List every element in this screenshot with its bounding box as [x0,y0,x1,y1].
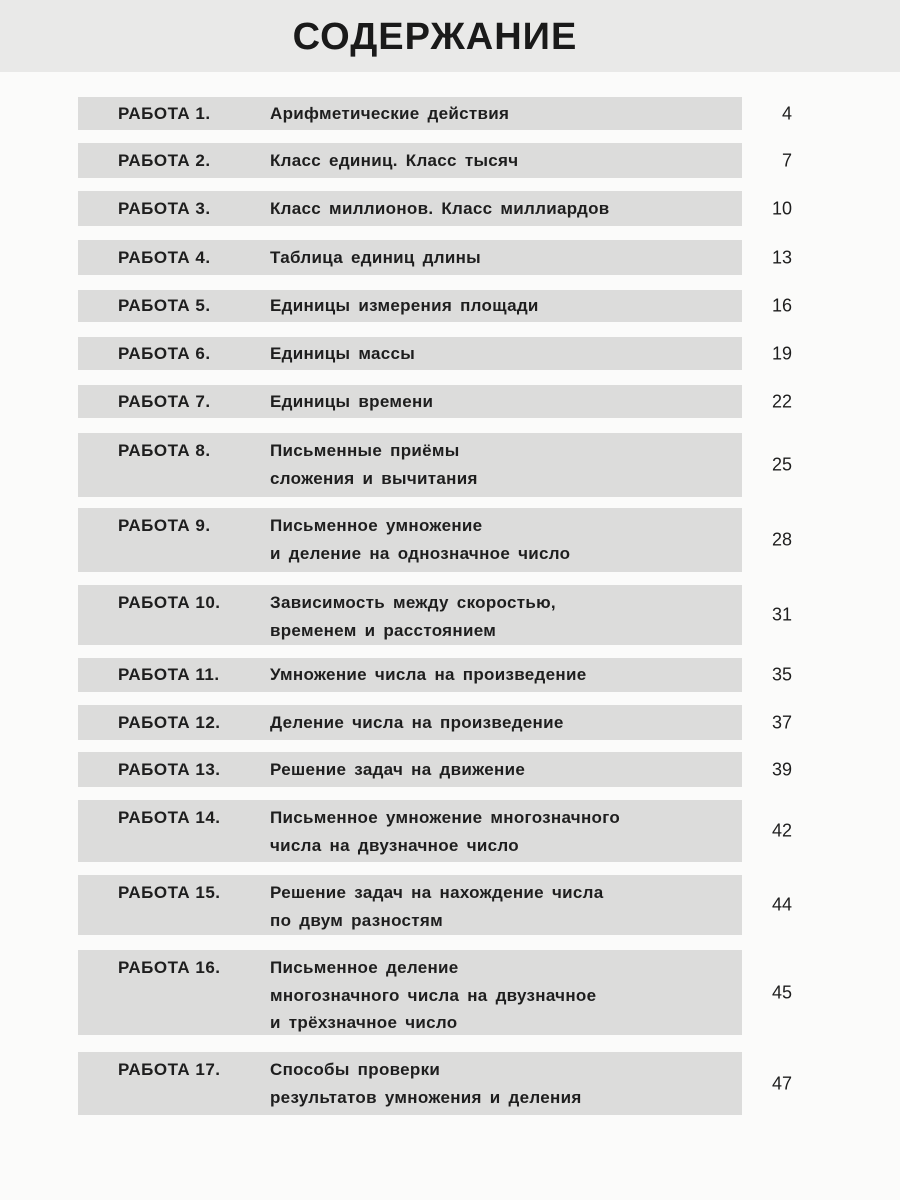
entry-title-line: Решение задач на нахождение числа [270,883,604,902]
entry-page-number: 47 [771,1073,792,1093]
entry-label: РАБОТА 1. [118,103,211,123]
toc-entry[interactable] [78,800,792,862]
entry-title-line: Единицы времени [270,391,434,411]
entry-title-line: Единицы измерения площади [270,296,539,315]
entry-label: РАБОТА 17. [118,1060,221,1079]
entry-title-line: Письменное деление [270,958,459,977]
entry-label: РАБОТА 3. [118,198,211,218]
entry-page-number: 16 [771,295,792,316]
entry-label: РАБОТА 5. [118,296,211,315]
entry-title-line: Класс единиц. Класс тысяч [270,150,519,170]
entry-title-line: Способы проверки [270,1060,441,1079]
entry-title-line: и трёхзначное число [270,1013,458,1032]
toc-entry[interactable] [78,950,792,1035]
page-title: СОДЕРЖАНИЕ [292,16,578,58]
entry-page-number: 13 [771,247,792,267]
entry-title-line: по двум разностям [270,910,444,930]
entry-page-number: 7 [781,150,792,170]
entry-title-line: временем и расстоянием [270,620,497,640]
entry-title [270,151,518,171]
entry-page-number: 44 [771,894,792,915]
entry-label: РАБОТА 7. [118,391,211,411]
toc-entry[interactable] [78,508,792,572]
entry-title-line: Деление числа на произведение [270,712,564,732]
entry-title-line: Единицы массы [270,343,416,363]
entry-title [270,713,564,733]
entry-title-line: Решение задач на движение [270,759,526,779]
entry-title-line: Письменные приёмы [270,441,460,460]
entry-page-number: 28 [771,529,792,550]
entry-title [270,199,610,219]
entry-title [270,344,415,364]
entry-label: РАБОТА 13. [118,759,221,779]
entry-title-line: Таблица единиц длины [270,247,481,267]
entry-label: РАБОТА 10. [118,593,221,612]
toc-entry[interactable] [78,385,792,418]
entry-title [270,760,525,780]
entry-page-number: 19 [771,343,792,363]
entry-label: РАБОТА 8. [118,441,211,460]
entry-title [270,437,478,492]
entry-label: РАБОТА 14. [118,808,221,827]
entry-label: РАБОТА 12. [118,712,221,732]
entry-page-number: 42 [771,820,792,841]
entry-title [270,954,596,1037]
entry-title [270,392,433,412]
entry-title [270,104,509,124]
entry-title-line: Зависимость между скоростью, [270,593,556,612]
entry-page-number: 10 [771,198,792,218]
entry-title [270,879,603,934]
entry-page-number: 35 [771,664,792,685]
toc-entry[interactable] [78,875,792,935]
entry-label: РАБОТА 11. [118,665,220,684]
entry-title-line: Письменное умножение многозначного [270,808,621,827]
entry-title-line: Умножение числа на произведение [270,665,587,684]
entry-label: РАБОТА 15. [118,883,221,902]
entry-page-number: 22 [771,391,792,411]
entry-title-line: результатов умножения и деления [270,1087,582,1107]
entry-title-line: Класс миллионов. Класс миллиардов [270,198,610,218]
entry-title [270,665,586,685]
entry-title [270,248,481,268]
toc-entry[interactable] [78,585,792,645]
toc-entry[interactable] [78,658,792,692]
entry-title [270,1056,582,1111]
toc-entry[interactable] [78,705,792,740]
entry-title [270,804,620,859]
entry-label: РАБОТА 16. [118,958,221,977]
entry-page-number: 37 [771,712,792,732]
entry-title [270,589,556,644]
entry-title-line: многозначного числа на двузначное [270,985,597,1005]
entry-label: РАБОТА 4. [118,247,211,267]
entry-page-number: 39 [771,759,792,779]
toc-entry[interactable] [78,1052,792,1115]
toc-entry[interactable] [78,97,792,130]
toc-entry[interactable] [78,337,792,370]
entry-page-number: 4 [781,103,792,123]
toc-entry[interactable] [78,191,792,226]
toc-entry[interactable] [78,143,792,178]
entry-page-number: 25 [771,454,792,475]
toc-entry[interactable] [78,752,792,787]
toc-entry[interactable] [78,240,792,275]
entry-label: РАБОТА 6. [118,343,211,363]
entry-title-line: Письменное умножение [270,516,483,535]
toc-entry[interactable] [78,433,792,497]
toc-entry[interactable] [78,290,792,322]
entry-title [270,512,570,567]
entry-page-number: 45 [771,982,792,1002]
entry-page-number: 31 [771,604,792,625]
entry-title-line: Арифметические действия [270,103,510,123]
entry-title-line: сложения и вычитания [270,468,478,488]
entry-label: РАБОТА 2. [118,150,211,170]
entry-title [270,296,539,316]
entry-title-line: числа на двузначное число [270,835,519,855]
entry-title-line: и деление на однозначное число [270,543,571,563]
entry-label: РАБОТА 9. [118,516,211,535]
